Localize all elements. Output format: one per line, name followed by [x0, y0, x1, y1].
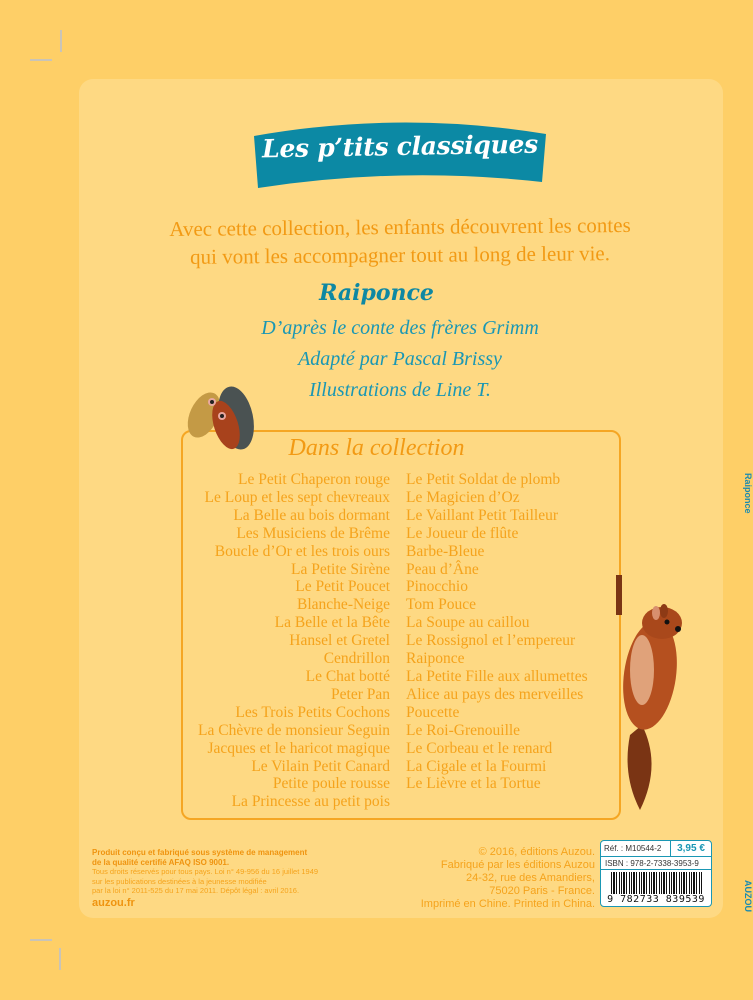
- publisher-info: [421, 846, 595, 911]
- quality-line-1: Produit conçu et fabriqué sous système de management: [92, 848, 308, 857]
- credit-source: D’après le conte des frères Grimm: [261, 317, 539, 339]
- copyright: © 2016, éditions Auzou.: [478, 846, 595, 858]
- list-item: Blanche-Neige: [297, 596, 390, 614]
- list-item: Le Joueur de flûte: [406, 524, 519, 542]
- publisher-line: 24-32, rue des Amandiers,: [465, 872, 595, 884]
- list-item: Le Vilain Petit Canard: [251, 757, 390, 775]
- list-item: La Cigale et la Fourmi: [406, 757, 547, 775]
- barcode-block: [600, 840, 712, 907]
- spine-brand: AUZOU: [743, 880, 753, 912]
- publisher-line: 75020 Paris - France.: [489, 885, 595, 897]
- publisher-line: Imprimé en Chine. Printed in China.: [420, 898, 595, 910]
- squirrel-illustration-icon: [612, 575, 692, 815]
- list-item: Cendrillon: [323, 650, 390, 668]
- list-item: La Princesse au petit pois: [231, 793, 390, 811]
- list-item: Les Musiciens de Brême: [236, 524, 390, 542]
- collection-heading: Dans la collection: [288, 435, 465, 461]
- collection-list-left: [198, 471, 390, 811]
- list-item: Petite poule rousse: [272, 775, 390, 793]
- collection-banner: [252, 114, 548, 189]
- website-link[interactable]: auzou.fr: [92, 896, 135, 909]
- list-item: Raiponce: [406, 650, 465, 668]
- list-item: La Soupe au caillou: [406, 614, 530, 632]
- list-item: Les Trois Petits Cochons: [235, 703, 390, 721]
- list-item: Boucle d’Or et les trois ours: [214, 542, 390, 560]
- list-item: Peter Pan: [331, 685, 390, 703]
- list-item: La Belle au bois dormant: [233, 506, 390, 524]
- list-item: Le Corbeau et le renard: [406, 739, 553, 757]
- list-item: Pinocchio: [406, 578, 468, 596]
- list-item: Le Roi-Grenouille: [406, 721, 521, 739]
- reference-code: Réf. : M10544-2: [601, 841, 671, 856]
- crop-mark: [59, 948, 61, 970]
- quality-line-2: de la qualité certifié AFAQ ISO 9001.: [92, 857, 230, 867]
- barcode-icon: [611, 872, 703, 894]
- list-item: Le Vaillant Petit Tailleur: [406, 506, 559, 524]
- list-item: La Belle et la Bête: [274, 614, 390, 632]
- list-item: Le Petit Soldat de plomb: [406, 471, 561, 488]
- list-item: Le Rossignol et l’empereur: [406, 632, 576, 650]
- list-item: Peau d’Âne: [406, 560, 479, 578]
- crop-mark: [30, 939, 52, 941]
- list-item: Le Petit Chaperon rouge: [238, 471, 390, 488]
- legal-notice: [92, 848, 332, 908]
- crop-mark: [60, 30, 62, 52]
- list-item: Le Chat botté: [305, 667, 390, 685]
- intro-line-1: Avec cette collection, les enfants découvrent les contes: [169, 212, 631, 242]
- list-item: Poucette: [406, 703, 460, 721]
- credit-illustrator: Illustrations de Line T.: [309, 379, 491, 401]
- list-item: Le Lièvre et la Tortue: [406, 775, 541, 793]
- list-item: Hansel et Gretel: [289, 632, 390, 650]
- credit-adapter: Adapté par Pascal Brissy: [298, 348, 502, 370]
- isbn: ISBN : 978-2-7338-3953-9: [601, 857, 711, 870]
- list-item: Tom Pouce: [406, 596, 476, 614]
- list-item: La Petite Sirène: [291, 560, 390, 578]
- list-item: Alice au pays des merveilles: [406, 685, 584, 703]
- list-item: Barbe-Bleue: [406, 542, 485, 560]
- list-item: La Chèvre de monsieur Seguin: [198, 721, 390, 739]
- banner-label: Les p’tits classiques: [261, 129, 539, 164]
- collection-list-right: [406, 471, 588, 793]
- legal-line: par la loi n° 2011-525 du 17 mai 2011. Dépôt légal : avril 2016.: [92, 886, 300, 895]
- barcode-number: 9 782733 839539: [607, 894, 705, 905]
- list-item: Jacques et le haricot magique: [207, 739, 390, 757]
- legal-line: Tous droits réservés pour tous pays. Loi n° 49-956 du 16 juillet 1949: [92, 867, 319, 876]
- publisher-line: Fabriqué par les éditions Auzou: [440, 859, 595, 871]
- book-title: Raiponce: [319, 280, 434, 306]
- list-item: La Petite Fille aux allumettes: [406, 667, 588, 685]
- list-item: Le Loup et les sept chevreaux: [204, 488, 390, 506]
- crop-mark: [30, 59, 52, 61]
- list-item: Le Petit Poucet: [295, 578, 390, 596]
- legal-line: sur les publications destinées à la jeunesse modifiée: [92, 876, 267, 886]
- intro-line-2: qui vont les accompagner tout au long de leur vie.: [189, 241, 611, 269]
- spine-title: Raiponce: [743, 473, 753, 514]
- list-item: Le Magicien d’Oz: [406, 488, 520, 506]
- price: 3,95 €: [677, 843, 705, 854]
